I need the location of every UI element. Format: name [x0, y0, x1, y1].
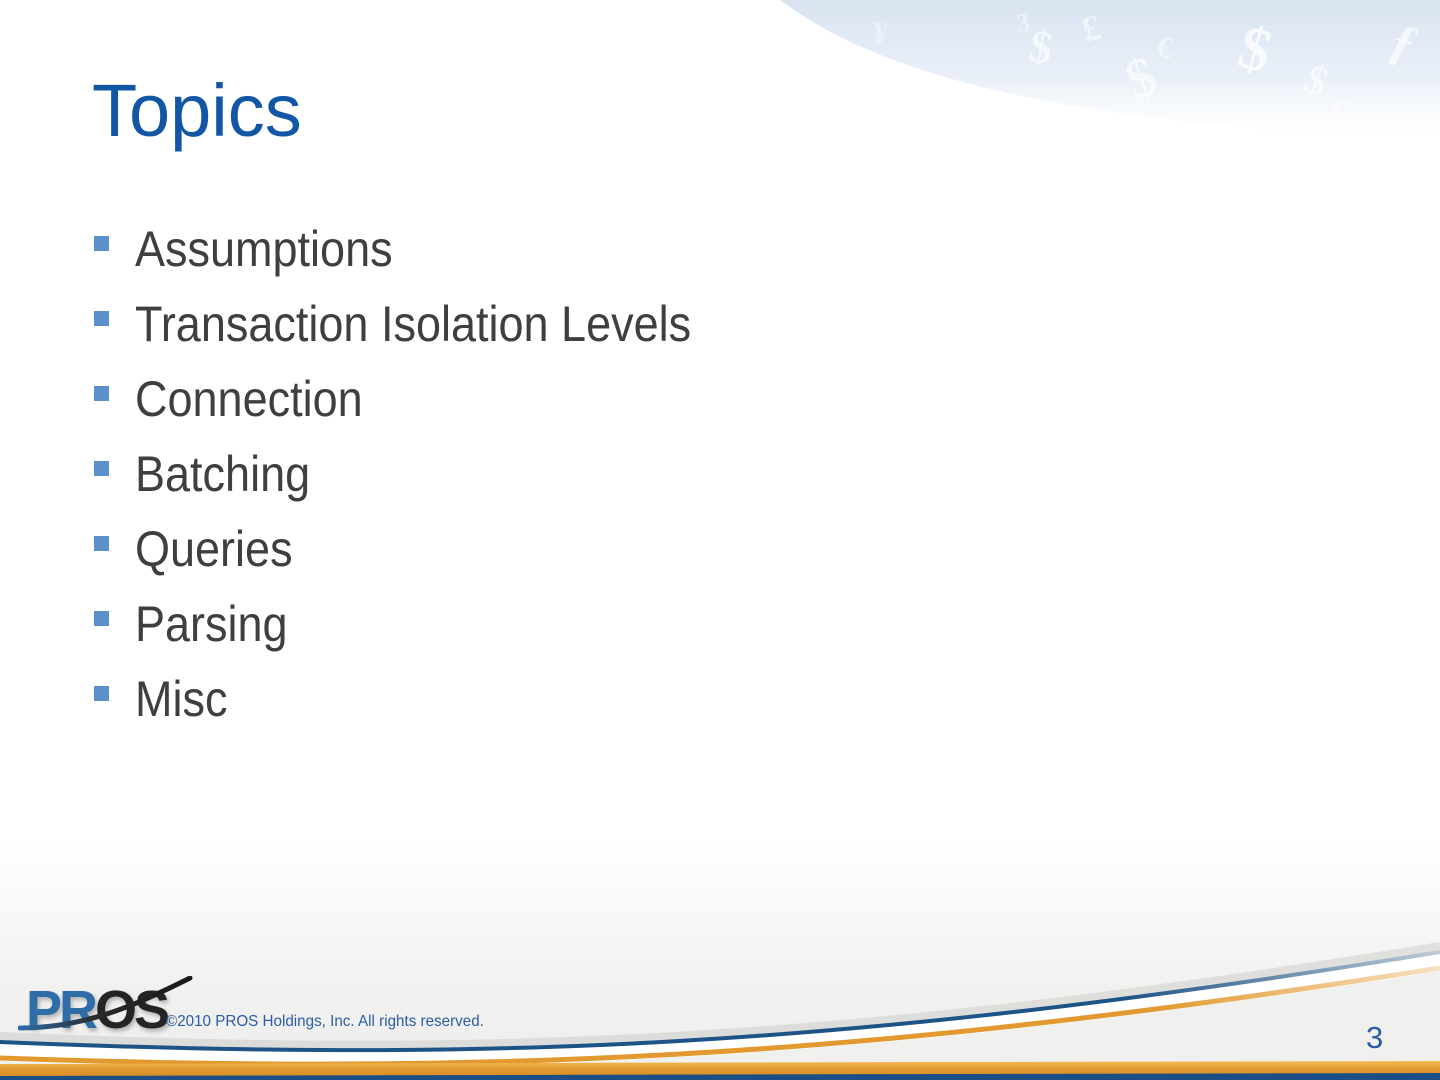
- bullet-square-icon: [94, 686, 109, 701]
- bullet-square-icon: [94, 461, 109, 476]
- list-item: [94, 515, 1194, 590]
- currency-icon: $: [1025, 19, 1057, 74]
- page-number: 3: [1366, 1020, 1384, 1055]
- list-item-label: Parsing: [135, 596, 288, 652]
- list-item-label: Misc: [135, 671, 228, 727]
- list-item: [94, 215, 1194, 290]
- list-item: [94, 665, 1194, 740]
- bullet-square-icon: [94, 311, 109, 326]
- list-item-label: Batching: [135, 446, 311, 502]
- list-item: [94, 365, 1194, 440]
- list-item: [94, 590, 1194, 665]
- currency-icon: $: [1298, 56, 1335, 107]
- currency-decoration: [750, 0, 1440, 180]
- footer-wave-decoration: [0, 920, 1440, 1080]
- list-item-label: Connection: [135, 371, 363, 427]
- list-item: [94, 290, 1194, 365]
- topics-list: [94, 215, 1194, 740]
- currency-icon: $: [1170, 113, 1215, 170]
- bullet-square-icon: [94, 611, 109, 626]
- logo-pr: PR: [26, 980, 96, 1040]
- bullet-square-icon: [94, 386, 109, 401]
- copyright-text: ©2010 PROS Holdings, Inc. All rights reserved.: [166, 1013, 484, 1030]
- currency-icon: ƒ: [1382, 12, 1425, 75]
- list-item-label: Assumptions: [135, 221, 393, 277]
- currency-icon: £: [934, 83, 972, 134]
- bullet-square-icon: [94, 236, 109, 251]
- pros-logo-text: [26, 980, 196, 1040]
- currency-icon: $: [1117, 44, 1165, 113]
- page-title: Topics: [92, 69, 302, 152]
- currency-icon: ¥: [871, 16, 890, 51]
- bullet-square-icon: [94, 536, 109, 551]
- currency-icon: 3: [1014, 7, 1032, 38]
- list-item-label: Queries: [135, 521, 293, 577]
- currency-icon: £: [1078, 6, 1105, 50]
- list-item: [94, 440, 1194, 515]
- currency-icon: €: [1153, 29, 1176, 66]
- logo-os: OS: [95, 980, 168, 1040]
- currency-icon: $: [1231, 12, 1279, 87]
- list-item-label: Transaction Isolation Levels: [135, 296, 692, 352]
- currency-icon: €: [1326, 92, 1355, 136]
